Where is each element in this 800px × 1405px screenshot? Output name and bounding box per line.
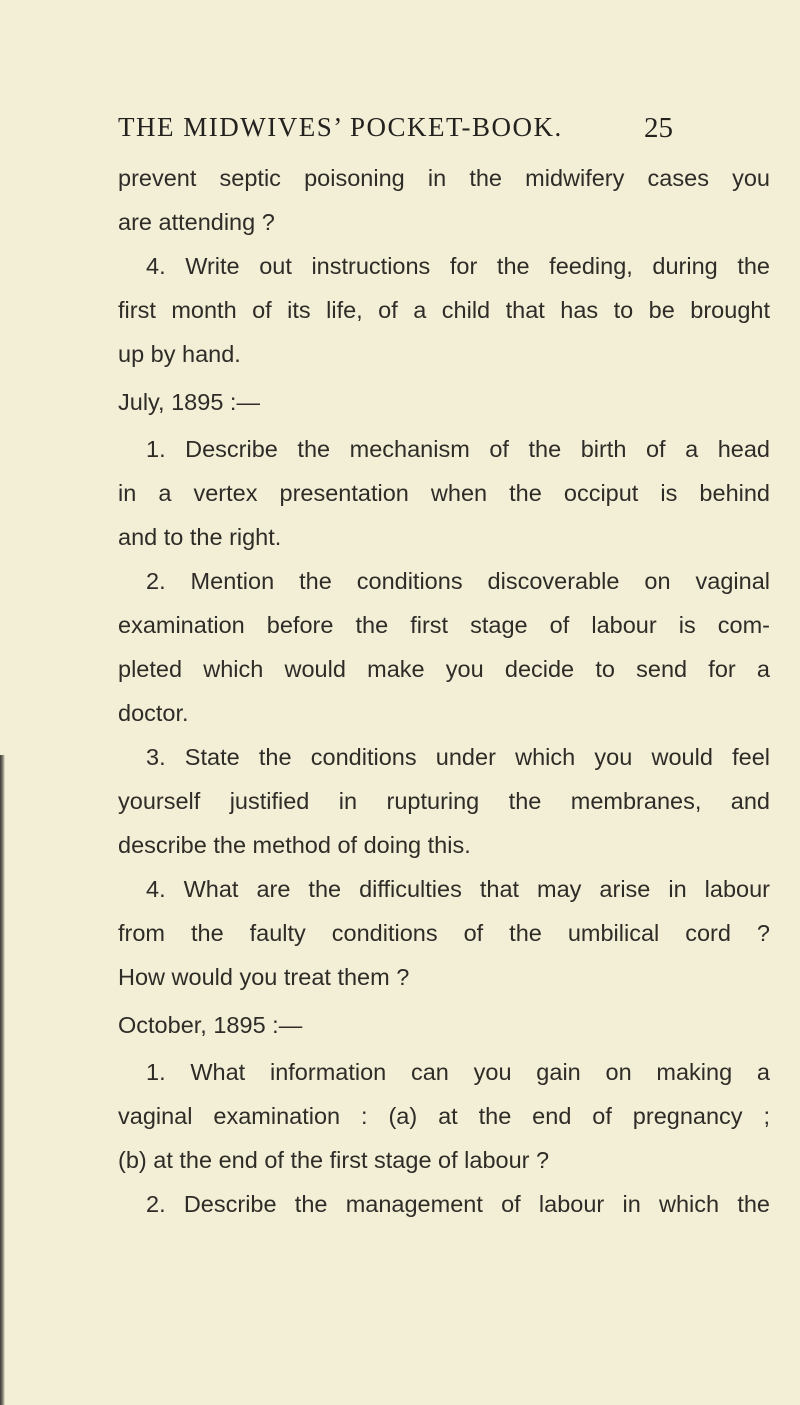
question-item: 4. What are the difficulties that may arise in labour	[146, 876, 770, 902]
text-line: yourself justified in rupturing the membranes, and	[118, 788, 770, 814]
question-item: 2. Describe the management of labour in which the	[146, 1191, 770, 1217]
text-line: describe the method of doing this.	[118, 832, 471, 858]
question-item: 1. Describe the mechanism of the birth of a head	[146, 436, 770, 462]
text-line: prevent septic poisoning in the midwifery cases you	[118, 165, 770, 191]
text-line: in a vertex presentation when the occiput is behind	[118, 480, 770, 506]
page-number: 25	[644, 112, 673, 144]
text-line: pleted which would make you decide to send for a	[118, 656, 770, 682]
text-line: from the faulty conditions of the umbilical cord ?	[118, 920, 770, 946]
running-head	[0, 112, 800, 152]
text-line: doctor.	[118, 700, 189, 726]
text-line: are attending ?	[118, 209, 275, 235]
question-item: 2. Mention the conditions discoverable on vaginal	[146, 568, 770, 594]
running-head-title: THE MIDWIVES’ POCKET-BOOK.	[118, 112, 563, 142]
text-line: and to the right.	[118, 524, 282, 550]
question-item: 1. What information can you gain on making a	[146, 1059, 770, 1085]
section-date-heading: October, 1895 :—	[118, 1012, 303, 1038]
text-line: How would you treat them ?	[118, 964, 410, 990]
text-line: (b) at the end of the first stage of labour ?	[118, 1147, 550, 1173]
text-line: examination before the first stage of labour is com-	[118, 612, 770, 638]
text-line: first month of its life, of a child that has to be brought	[118, 297, 770, 323]
question-item: 4. Write out instructions for the feeding, during the	[146, 253, 770, 279]
question-item: 3. State the conditions under which you would feel	[146, 744, 770, 770]
section-date-heading: July, 1895 :—	[118, 389, 260, 415]
text-line: vaginal examination : (a) at the end of pregnancy ;	[118, 1103, 770, 1129]
page-edge-shadow	[0, 755, 5, 1405]
text-line: up by hand.	[118, 341, 241, 367]
